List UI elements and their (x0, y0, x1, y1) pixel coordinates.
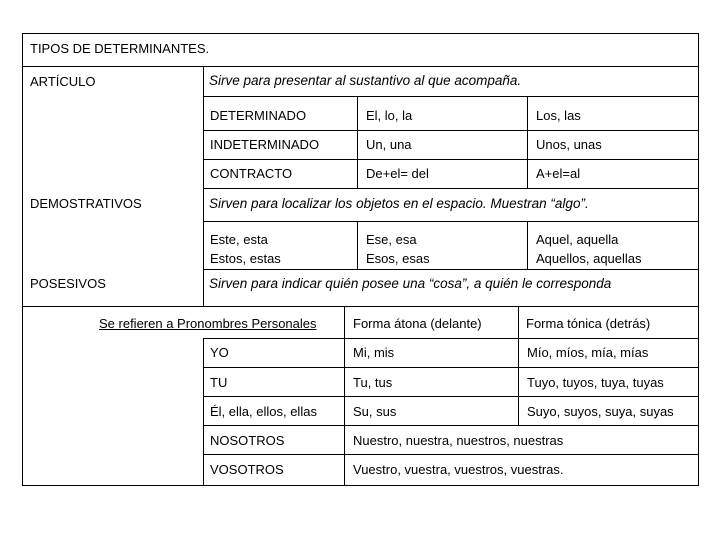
articulo-plural: A+el=al (536, 166, 581, 181)
demostrativo-far: Aquel, aquella (536, 232, 619, 247)
demostrativos-description: Sirven para localizar los objetos en el espacio. Muestran “algo”. (209, 196, 589, 211)
demostrativo-near: Este, esta (210, 232, 268, 247)
v-line-col2 (357, 96, 358, 189)
v-line-col3 (527, 221, 528, 270)
posesivo-atona: Mi, mis (353, 345, 395, 360)
page-title: TIPOS DE DETERMINANTES. (30, 41, 210, 56)
articulo-plural: Unos, unas (536, 137, 602, 152)
posesivo-person: Él, ella, ellos, ellas (210, 404, 317, 419)
posesivo-person: TU (210, 375, 228, 390)
articulo-plural: Los, las (536, 108, 581, 123)
border-top (22, 33, 699, 34)
posesivo-atona: Tu, tus (353, 375, 393, 390)
h-line (22, 66, 699, 67)
v-line-main (203, 66, 204, 306)
posesivo-combined: Vuestro, vuestra, vuestros, vuestras. (353, 462, 564, 477)
posesivo-person: YO (210, 345, 229, 360)
v-line-col3 (527, 96, 528, 189)
articulo-type: INDETERMINADO (210, 137, 320, 152)
h-line (22, 306, 699, 307)
h-line (203, 425, 699, 426)
posesivo-combined: Nuestro, nuestra, nuestros, nuestras (353, 433, 564, 448)
v-line-col3 (518, 306, 519, 425)
posesivos-description: Sirven para indicar quién posee una “cosa”, a quién le corresponda (209, 276, 612, 291)
articulo-description: Sirve para presentar al sustantivo al que acompaña. (209, 73, 522, 88)
articulo-type: DETERMINADO (210, 108, 307, 123)
h-line (203, 367, 699, 368)
v-line-col2 (344, 425, 345, 486)
posesivo-person: NOSOTROS (210, 433, 285, 448)
posesivo-tonica: Mío, míos, mía, mías (527, 345, 649, 360)
posesivos-label: POSESIVOS (30, 276, 106, 291)
posesivo-tonica: Suyo, suyos, suya, suyas (527, 404, 674, 419)
articulo-type: CONTRACTO (210, 166, 293, 181)
posesivo-person: VOSOTROS (210, 462, 284, 477)
v-line-col2 (344, 306, 345, 425)
h-line (203, 396, 699, 397)
posesivo-tonica: Tuyo, tuyos, tuya, tuyas (527, 375, 664, 390)
demostrativo-far: Aquellos, aquellas (536, 251, 642, 266)
demostrativo-mid: Ese, esa (366, 232, 417, 247)
demostrativo-mid: Esos, esas (366, 251, 430, 266)
v-line-col2 (357, 221, 358, 270)
border-left (22, 33, 23, 486)
header-atona: Forma átona (delante) (353, 316, 482, 331)
h-line (203, 188, 699, 189)
h-line (203, 338, 699, 339)
header-tonica: Forma tónica (detrás) (526, 316, 651, 331)
demostrativos-label: DEMOSTRATIVOS (30, 196, 142, 211)
demostrativo-near: Estos, estas (210, 251, 281, 266)
v-line-main (203, 338, 204, 486)
h-line (203, 159, 699, 160)
border-bottom (22, 485, 699, 486)
h-line (203, 221, 699, 222)
articulo-label: ARTÍCULO (30, 74, 96, 89)
articulo-singular: El, lo, la (366, 108, 413, 123)
articulo-singular: De+el= del (366, 166, 429, 181)
h-line (203, 454, 699, 455)
h-line (203, 130, 699, 131)
articulo-singular: Un, una (366, 137, 412, 152)
h-line (203, 96, 699, 97)
posesivo-atona: Su, sus (353, 404, 397, 419)
h-line (203, 269, 699, 270)
border-right (698, 33, 699, 486)
posesivos-note: Se refieren a Pronombres Personales (99, 316, 317, 331)
